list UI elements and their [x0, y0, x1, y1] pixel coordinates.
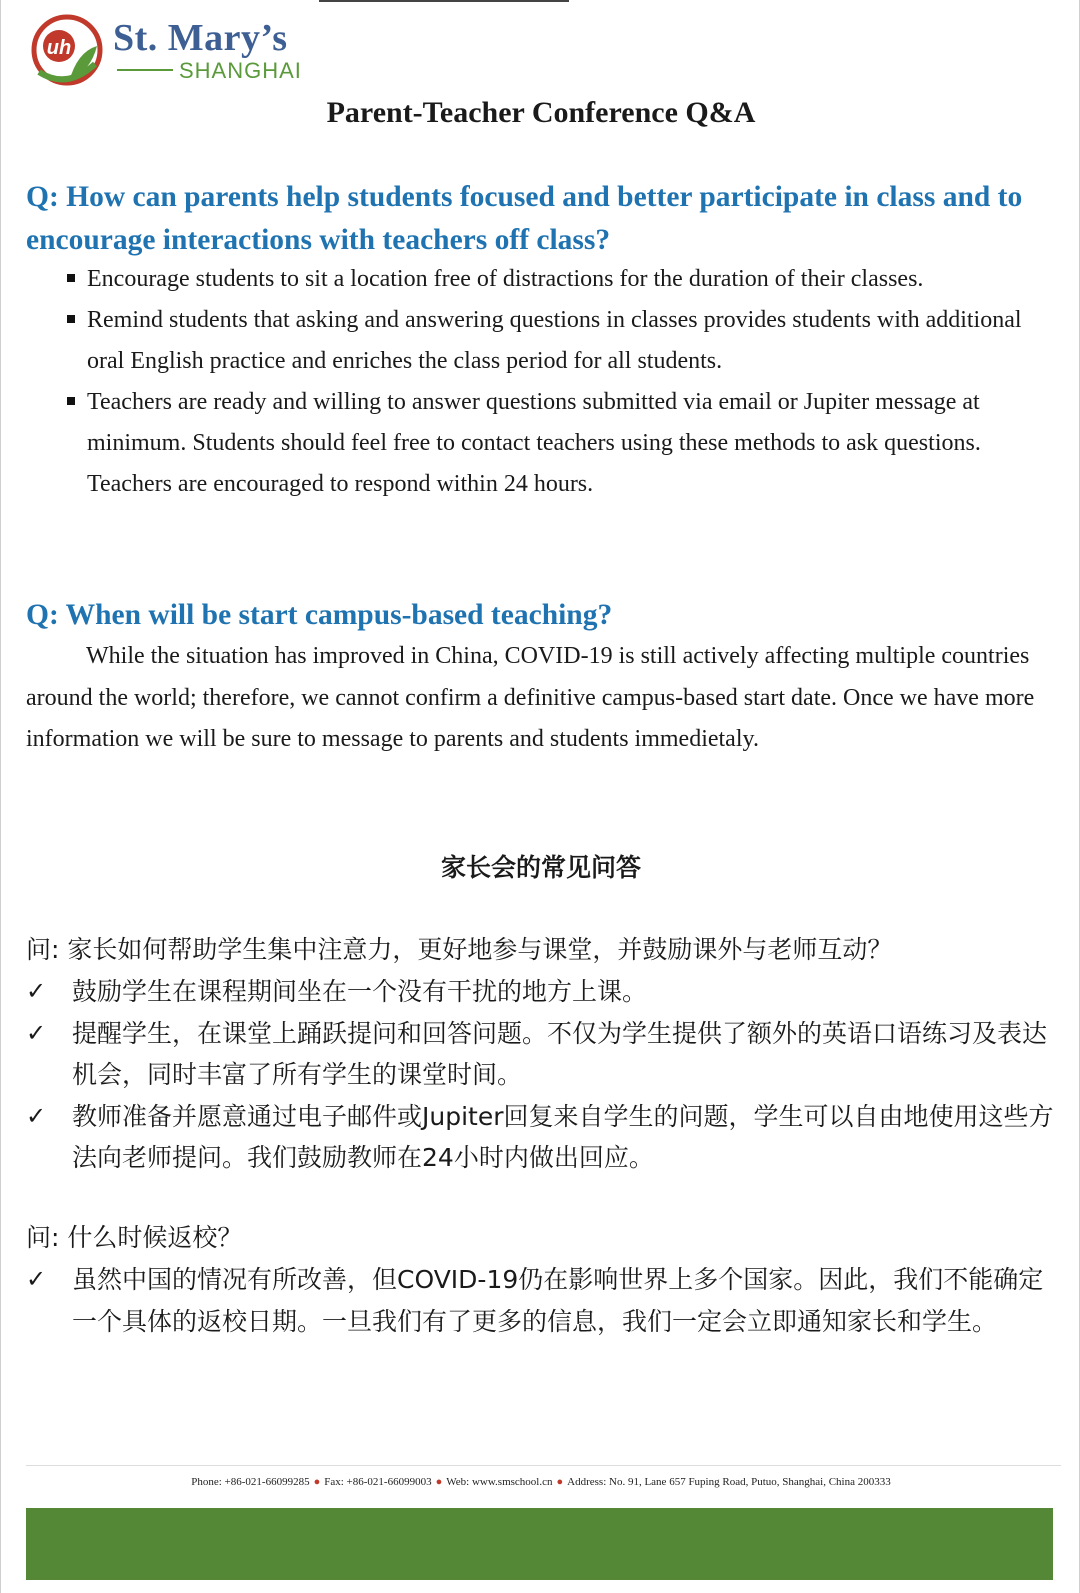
footer-separator: ●: [556, 1476, 564, 1488]
en-question-1: Q: How can parents help students focused and better participate in class and to encourage interactions with teachers off class?: [26, 181, 1023, 256]
logo-city: SHANGHAI: [179, 58, 302, 83]
footer-phone: Phone: +86-021-66099285: [191, 1476, 310, 1488]
school-logo: [29, 12, 329, 90]
footer-separator: ●: [313, 1476, 321, 1488]
bullet-square-icon: [67, 315, 75, 323]
logo-divider: [117, 69, 173, 71]
list-item-text: 提醒学生，在课堂上踊跃提问和回答问题。不仅为学生提供了额外的英语口语练习及表达机会，同时丰富了所有学生的课堂时间。: [72, 1018, 1048, 1089]
checkmark-icon: ✓: [26, 1265, 47, 1293]
list-item-text: Remind students that asking and answering questions in classes provides students with additional oral English practice and enriches the class period for all students.: [87, 307, 1022, 374]
en-answer-list: [63, 259, 1053, 505]
cn-answer-list-1: [26, 971, 1061, 1179]
footer-contact: [1, 1476, 1080, 1488]
footer-fax: Fax: +86-021-66099003: [324, 1476, 432, 1488]
list-item-text: Teachers are ready and willing to answer questions submitted via email or Jupiter message at minimum. Students should feel free to contact teachers using these methods to ask questions. Teachers are encouraged to respond within 24 hours.: [87, 389, 981, 497]
footer-divider: [26, 1465, 1061, 1466]
logo-emblem-icon: [29, 12, 105, 88]
checkmark-icon: ✓: [26, 977, 47, 1005]
footer-web: Web: www.smschool.cn: [446, 1476, 553, 1488]
list-item: [26, 1259, 1061, 1342]
list-item: [26, 1013, 1061, 1096]
footer-address: Address: No. 91, Lane 657 Fuping Road, Putuo, Shanghai, China 200333: [567, 1476, 891, 1488]
bullet-square-icon: [67, 274, 75, 282]
checkmark-icon: ✓: [26, 1101, 47, 1130]
page-title: Parent-Teacher Conference Q&A: [326, 96, 756, 129]
list-item-text: 虽然中国的情况有所改善，但COVID-19仍在影响世界上多个国家。因此，我们不能确定一个具体的返校日期。一旦我们有了更多的信息，我们一定会立即通知家长和学生。: [72, 1265, 1044, 1336]
logo-mark-text: uh: [46, 37, 72, 59]
list-item: [63, 259, 1053, 300]
bullet-square-icon: [67, 397, 75, 405]
en-answer-2: While the situation has improved in China, COVID-19 is still actively affecting multiple countries around the world; therefore, we cannot confirm a definitive campus-based start date. Once we have more information we will be sure to message to parents and students immedietaly.: [26, 643, 1035, 752]
list-item: [63, 300, 1053, 382]
footer-brand-bar: [26, 1508, 1053, 1580]
en-question-2: Q: When will be start campus-based teaching?: [26, 599, 613, 631]
list-item-text: 教师准备并愿意通过电子邮件或Jupiter回复来自学生的问题，学生可以自由地使用这些方法向老师提问。我们鼓励教师在24小时内做出回应。: [72, 1101, 1054, 1172]
top-rule: [319, 0, 569, 2]
list-item: [26, 1096, 1061, 1179]
cn-question-2: 问: 什么时候返校？: [26, 1223, 243, 1252]
list-item-text: 鼓励学生在课程期间坐在一个没有干扰的地方上课。: [72, 977, 648, 1006]
cn-question-1: 问: 家长如何帮助学生集中注意力，更好地参与课堂，并鼓励课外与老师互动？: [26, 935, 893, 964]
list-item: [63, 382, 1053, 505]
logo-school-name: St. Mary’s: [113, 17, 288, 59]
cn-answer-list-2: [26, 1259, 1061, 1342]
footer-separator: ●: [435, 1476, 443, 1488]
cn-title: 家长会的常见问答: [440, 853, 641, 882]
checkmark-icon: ✓: [26, 1018, 47, 1047]
list-item-text: Encourage students to sit a location free of distractions for the duration of their classes.: [87, 266, 924, 292]
list-item: [26, 971, 1061, 1013]
